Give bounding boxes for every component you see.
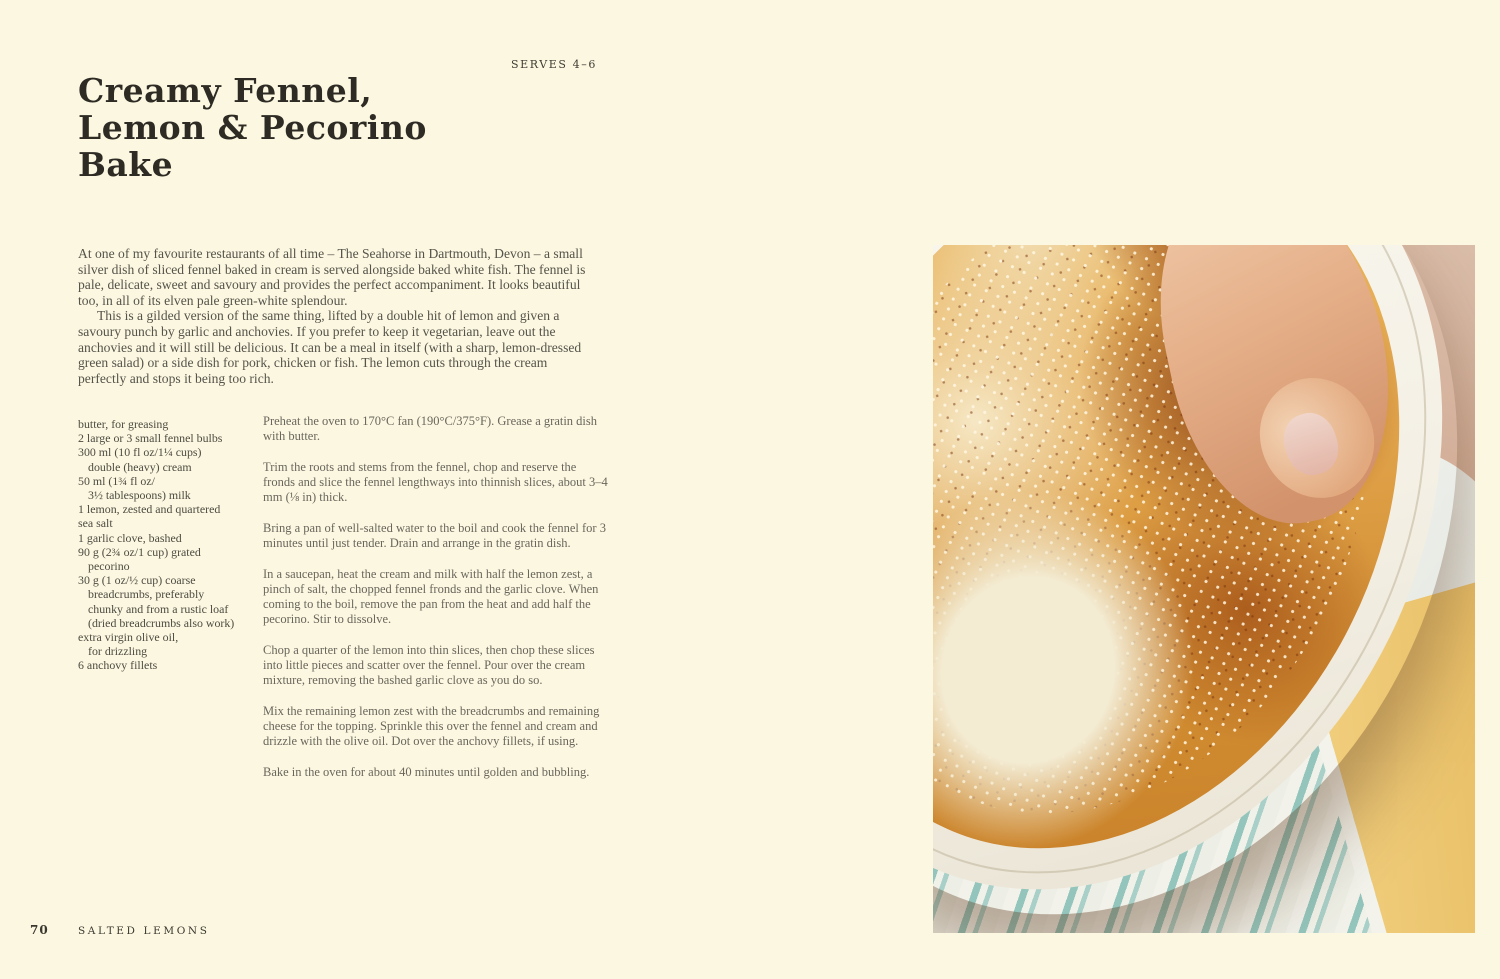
ingredient-line: for drizzling [88, 644, 148, 659]
ingredients-list [78, 417, 264, 673]
recipe-title [78, 72, 427, 183]
ingredient-line: sea salt [78, 516, 113, 531]
ingredient-line: 1 garlic clove, bashed [78, 530, 182, 545]
chapter-title: SALTED LEMONS [78, 925, 210, 937]
ingredient-line: breadcrumbs, preferably [88, 587, 205, 602]
recipe-title-line: Creamy Fennel, [78, 71, 373, 111]
ingredient-line: 2 large or 3 small fennel bulbs [78, 431, 223, 446]
method-step: Bring a pan of well-salted water to the boil and cook the fennel for 3 minutes until just tender. Drain and arrange in the gratin dish. [263, 521, 606, 550]
ingredient-line: 3½ tablespoons) milk [88, 488, 191, 503]
recipe-photo [933, 245, 1475, 933]
recipe-title-line: Bake [78, 145, 174, 185]
ingredient-line: 90 g (2¾ oz/1 cup) grated [78, 544, 201, 559]
ingredient-line: butter, for greasing [78, 417, 169, 431]
intro-paragraph: This is a gilded version of the same thing, lifted by a double hit of lemon and given a savoury punch by garlic and anchovies. If you prefer to keep it vegetarian, leave out the anchovies and it will still be delicious. It can be a meal in itself (with a sharp, lemon-dressed green salad) or a side dish for pork, chicken or fish. The lemon cuts through the cream perfectly and stops it being too rich. [78, 308, 582, 386]
method-step: Chop a quarter of the lemon into thin slices, then chop these slices into little pieces and scatter over the fennel. Pour over the cream mixture, removing the bashed garlic clove as you do so. [263, 643, 595, 687]
intro-paragraph: At one of my favourite restaurants of all time – The Seahorse in Dartmouth, Devon – a small silver dish of sliced fennel baked in cream is served alongside baked white fish. The fennel is pale, delicate, sweet and savoury and provides the perfect accompaniment. It looks beautiful too, in all of its elven pale green-white splendour. [78, 246, 586, 308]
ingredient-line: 30 g (1 oz/½ cup) coarse [78, 573, 196, 588]
ingredient-line: 50 ml (1¾ fl oz/ [78, 473, 155, 488]
method-step: Trim the roots and stems from the fennel, chop and reserve the fronds and slice the fennel lengthways into thinnish slices, about 3–4 mm (⅛ in) thick. [263, 460, 608, 504]
ingredient-line: pecorino [88, 559, 130, 574]
method-step: Bake in the oven for about 40 minutes until golden and bubbling. [263, 765, 590, 779]
method-step: Preheat the oven to 170°C fan (190°C/375°F). Grease a gratin dish with butter. [263, 414, 598, 443]
recipe-introduction [78, 246, 592, 386]
recipe-title-line: Lemon & Pecorino [78, 108, 427, 148]
method-steps [263, 414, 611, 796]
method-step: In a saucepan, heat the cream and milk with half the lemon zest, a pinch of salt, the chopped fennel fronds and the garlic clove. When coming to the boil, remove the pan from the heat and add half the pecorino. Stir to dissolve. [263, 567, 599, 626]
ingredient-line: 1 lemon, zested and quartered [78, 502, 221, 517]
ingredient-line: extra virgin olive oil, [78, 630, 179, 645]
ingredient-line: double (heavy) cream [88, 459, 192, 474]
ingredient-line: (dried breadcrumbs also work) [88, 615, 235, 630]
ingredient-line: chunky and from a rustic loaf [88, 601, 229, 616]
ingredient-line: 6 anchovy fillets [78, 658, 158, 673]
ingredient-line: 300 ml (10 fl oz/1¼ cups) [78, 445, 202, 460]
page-number: 70 [30, 923, 49, 937]
method-step: Mix the remaining lemon zest with the breadcrumbs and remaining cheese for the topping. Sprinkle this over the fennel and cream and drizzle with the olive oil. Dot over the anchovy fillets, if using. [263, 704, 600, 748]
serves-label: SERVES 4–6 [511, 58, 597, 71]
